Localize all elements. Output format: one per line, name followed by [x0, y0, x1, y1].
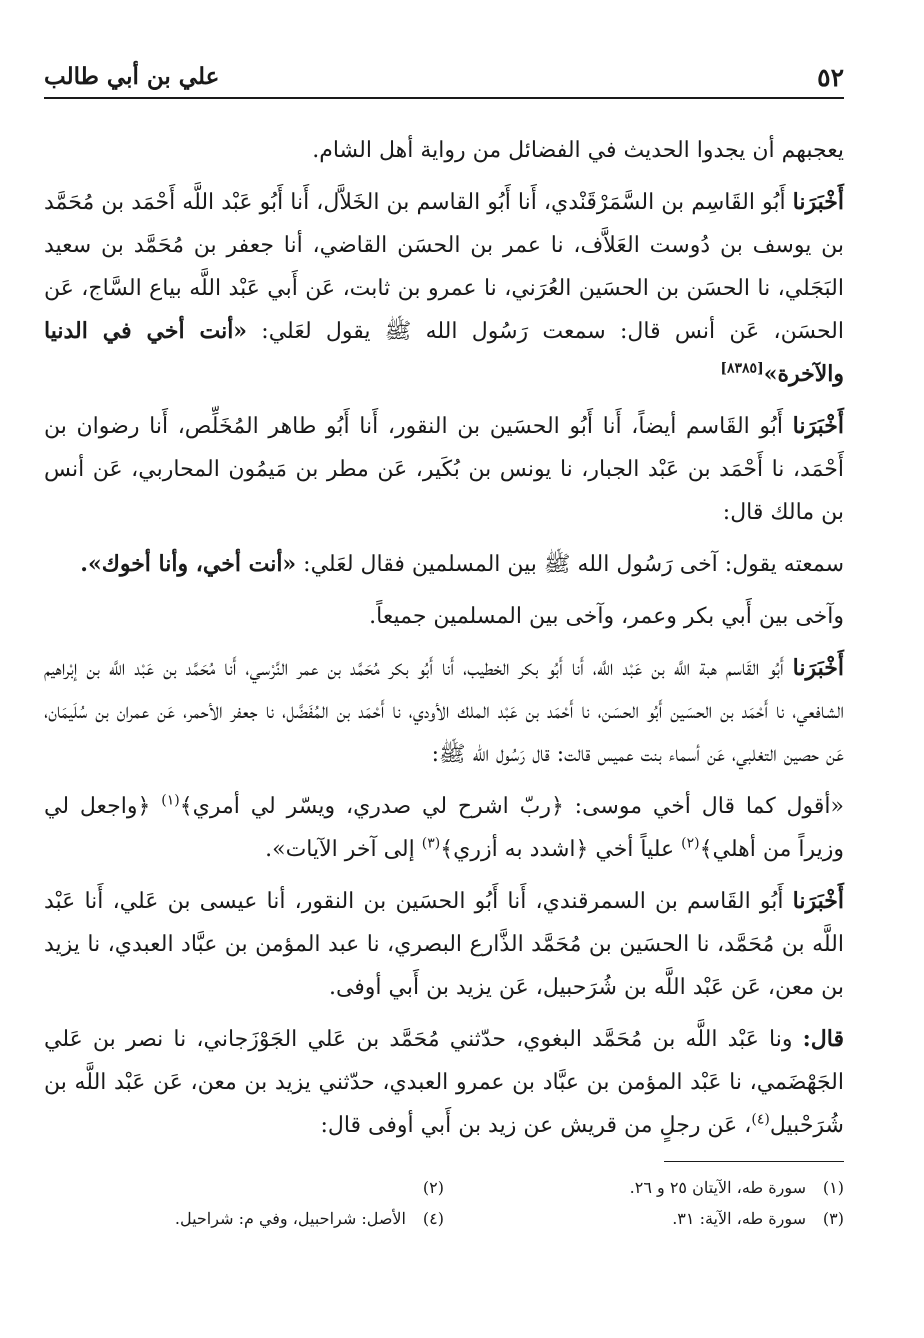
footnotes	[44, 1172, 844, 1234]
hadith-quote: «أنت أخي، وأنا أخوك».	[80, 551, 297, 577]
paragraph-7	[44, 785, 844, 871]
paragraph-text-continued: ، عَن رجلٍ من قريش عن زيد بن أَبي أوفى قال:	[320, 1113, 752, 1138]
hadith-quote: «أنت أخي في الدنيا والآخرة»	[44, 318, 844, 387]
hadith-number: [٨٣٨٥]	[720, 360, 764, 377]
footnote-row	[44, 1172, 844, 1203]
paragraph-text: أَبُو القَاسِم بن السَّمَرْقَنْدي، أَنا أَبُو القاسم بن الخَلاَّل، أَنا أَبُو عَبْد اللَّه أَحْمَد بن مُحَمَّد بن يوسف بن دُوست العَلاَّف، نا عمر بن الحسَن القاضي، أنا جعفر بن مُحَمَّد بن سعيد البَجَلي، نا الحسَن بن الحسَين العُرَني، نا عمرو بن ثابت، عَن أَبي عَبْد اللَّه بياع السَّاج، عَن الحسَن، عَن أنس قال: سمعت رَسُول الله ﷺ يقول لعَلي:	[44, 190, 845, 344]
footnote-mark-4: (٤)	[751, 1111, 770, 1128]
paragraph-text: أَبُو القَاسم أيضاً، أَنا أَبُو الحسَين بن النقور، أَنا أَبُو طاهر المُخَلِّص، أَنا رضوان بن أَحْمَد، نا أَحْمَد بن عَبْد الجبار، نا يونس بن بُكَير، عَن مطر بن مَيمُون المحاربي، عَن أنس بن مالك قال:	[44, 414, 844, 525]
footnote-divider	[664, 1161, 844, 1162]
paragraph-text: ونا عَبْد اللَّه بن مُحَمَّد البغوي، حدّثني مُحَمَّد بن عَلي الجَوْزَجاني، نا نصر بن عَلي الجَهْضَمي، نا عَبْد المؤمن بن عبَّاد بن عمرو العبدي، حدّثني يزيد بن معن، عَن عَبْد اللَّه بن شُرَحْبيل	[44, 1027, 844, 1138]
paragraph-6	[44, 647, 844, 776]
quran-quote-part-3: علياً أخي ﴿اشدد به أزري﴾	[440, 837, 682, 862]
footnote-3	[444, 1203, 844, 1234]
paragraph-lead: أَخْبَرَنا	[792, 655, 844, 681]
paragraph-text: يعجبهم أن يجدوا الحديث في الفضائل من رواية أهل الشام.	[312, 138, 844, 163]
footnote-mark-3: (٣)	[421, 835, 441, 852]
paragraph-text: أَبُو القَاسم هبة اللَّه بن عَبْد اللَّه، أَنا أَبُو بكر الخطيب، أَنا أَبُو بكر مُحَمَّد بن عمر النَّرْسي، أَنا مُحَمَّد بن عَبْد اللَّه بن إبْراهيم الشافعي، نا أَحْمَد بن الحسَين أَبُو الحسَن، نا أَحْمَد بن عَبْد الملك الأودي، نا أَحْمَد بن المُفَضَّل، نا جعفر الأحمر، عَن عمران بن سُلَيمَان، عَن حصين التغلبي، عَن أسماء بنت عميس قالت: قال رَسُول الله ﷺ:	[44, 656, 844, 767]
footnote-1	[444, 1172, 844, 1203]
quran-quote-part-4: إلى آخر الآيات».	[265, 837, 422, 862]
footnote-row	[44, 1203, 844, 1234]
page-number: ٥٢	[817, 63, 844, 92]
page-header	[44, 55, 844, 99]
footnote-number: (٣)	[822, 1209, 844, 1228]
footnote-mark-2: (٢)	[681, 835, 700, 852]
paragraph-lead: قال:	[802, 1026, 844, 1052]
paragraph-text: أَبُو القَاسم بن السمرقندي، أَنا أَبُو الحسَين بن النقور، أنا عيسى بن عَلي، أَنا عَبْد اللَّه بن مُحَمَّد، نا الحسَين بن مُحَمَّد الذَّارع البصري، نا عبد المؤمن بن عبَّاد العبدي، نا يزيد بن معن، عَن عَبْد اللَّه بن شُرَحبيل، عَن يزيد بن أَبي أوفى.	[44, 889, 844, 1000]
quran-quote-part-2: ﴿واجعل لي وزيراً من أهلي﴾	[44, 794, 844, 862]
footnote-number: (٤)	[422, 1209, 444, 1228]
book-page	[44, 55, 844, 1234]
paragraph-2	[44, 181, 844, 396]
footnote-text: الأصل: شراحبيل، وفي م: شراحيل.	[174, 1209, 406, 1228]
footnote-number: (١)	[822, 1178, 844, 1197]
paragraph-9	[44, 1018, 844, 1147]
quran-quote-part-1: «أقول كما قال أخي موسى: ﴿ربّ اشرح لي صدري، ويسّر لي أمري﴾	[179, 794, 844, 819]
footnote-mark-1: (١)	[161, 792, 180, 809]
paragraph-text: سمعته يقول: آخى رَسُول الله ﷺ بين المسلمين فقال لعَلي:	[296, 552, 844, 577]
paragraph-5	[44, 595, 844, 638]
footnote-number: (٢)	[422, 1178, 444, 1197]
footnote-4	[44, 1203, 444, 1234]
paragraph-lead: أَخْبَرَنا	[792, 189, 844, 215]
main-text	[44, 129, 844, 1147]
paragraph-8	[44, 880, 844, 1009]
paragraph-lead: أَخْبَرَنا	[792, 888, 844, 914]
paragraph-lead: أَخْبَرَنا	[792, 413, 844, 439]
footnote-text: سورة طه، الآيتان ٢٥ و ٢٦.	[629, 1178, 806, 1197]
footnote-2	[44, 1172, 444, 1203]
paragraph-3	[44, 405, 844, 534]
paragraph-text: وآخى بين أَبي بكر وعمر، وآخى بين المسلمين جميعاً.	[369, 604, 844, 629]
paragraph-1	[44, 129, 844, 172]
running-title: علي بن أبي طالب	[44, 63, 220, 90]
footnote-text: سورة طه، الآية: ٣١.	[672, 1209, 806, 1228]
paragraph-4	[44, 543, 844, 586]
